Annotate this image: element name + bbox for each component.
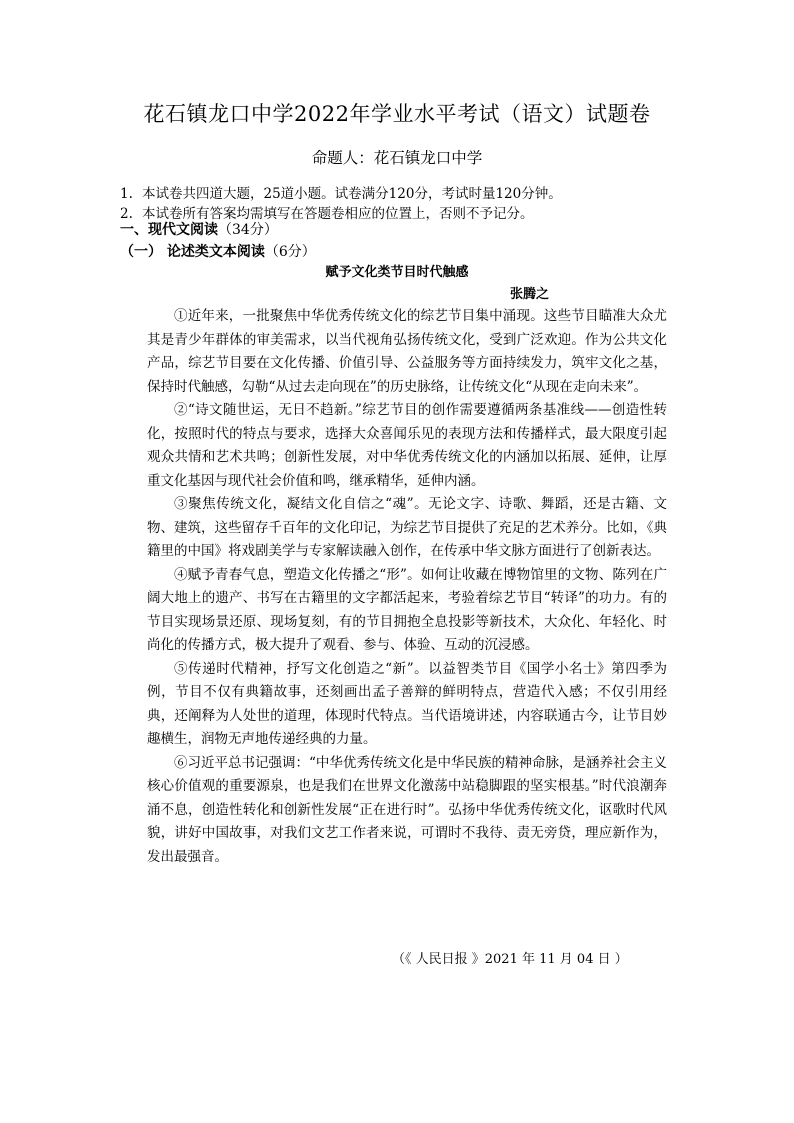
article-paragraph: ②“诗文随世运，无日不趋新。”综艺节目的创作需要遵循两条基准线——创造性转化，按照时代的特点与要求，选择大众喜闻乐见的表现方法和传播样式，最大限度引起观众共情和艺术共鸣；创新性发展，对中华优秀传统文化的内涵加以拓展、延伸，让厚重文化基因与现代社会价值和鸣，继承精华，延伸内涵。 [147, 402, 667, 489]
article-paragraph: ⑤传递时代精神，抒写文化创造之“新”。以益智类节目《国学小名士》第四季为例，节目不仅有典籍故事，还刻画出孟子善辩的鲜明特点，营造代入感；不仅引用经典，还阐释为人处世的道理，体现时代特点。当代语境讲述，内容联通古今，让节目妙趣横生，润物无声地传递经典的力量。 [147, 660, 667, 747]
section-score: （34分） [218, 222, 278, 238]
article-paragraph: ①近年来，一批聚焦中华优秀传统文化的综艺节目集中涌现。这些节目瞄准大众尤其是青少年群体的审美需求，以当代视角弘扬传统文化，受到广泛欢迎。作为公共文化产品，综艺节目要在文化传播、价值引导、公益服务等方面持续发力，筑牢文化之基，保持时代触感，勾勒“从过去走向现在”的历史脉络，让传统文化“从现在走向未来”。 [147, 308, 667, 395]
note-number: 2. [120, 206, 133, 222]
author-line: 命题人：花石镇龙口中学 [311, 149, 483, 167]
section-label: （一） 论述类文本阅读 [120, 244, 265, 260]
section-heading-2 [120, 241, 316, 261]
article-author: 张腾之 [510, 287, 550, 302]
article-body [147, 305, 667, 869]
section-label: 一、现代文阅读 [120, 222, 218, 238]
article-paragraph: ⑥习近平总书记强调：“中华优秀传统文化是中华民族的精神命脉，是涵养社会主义核心价值观的重要源泉，也是我们在世界文化激荡中站稳脚跟的坚实根基。”时代浪潮奔涌不息，创造性转化和创新性发展“正在进行时”。弘扬中华优秀传统文化，讴歌时代风貌，讲好中国故事，对我们文艺工作者来说，可谓时不我待、责无旁贷，理应新作为，发出最强音。 [147, 754, 667, 865]
instruction-note-1 [120, 182, 562, 202]
article-paragraph: ④赋予青春气息，塑造文化传播之“形”。如何让收藏在博物馆里的文物、陈列在广阔大地上的遗产、书写在古籍里的文字都活起来，考验着综艺节目“转译”的功力。有的节目实现场景还原、现场复刻，有的节目拥抱全息投影等新技术，大众化、年轻化、时尚化的传播方式，极大提升了观看、参与、体验、互动的沉浸感。 [147, 566, 667, 653]
article-source: （《 人民日报 》2021 年 11 月 04 日 ） [392, 952, 628, 967]
article-title: 赋予文化类节目时代触感 [325, 265, 469, 280]
article-paragraph: ③聚焦传统文化，凝结文化自信之“魂”。无论文字、诗歌、舞蹈，还是古籍、文物、建筑，这些留存千百年的文化印记，为综艺节目提供了充足的艺术养分。比如，《典籍里的中国》将戏剧美学与专家解读融入创作，在传承中华文脉方面进行了创新表达。 [147, 496, 667, 559]
section-heading-1 [120, 219, 278, 239]
note-text: 本试卷共四道大题，25道小题。试卷满分120分，考试时量120分钟。 [142, 186, 562, 202]
note-text: 本试卷所有答案均需填写在答题卷相应的位置上，否则不予记分。 [142, 206, 534, 222]
note-number: 1. [120, 186, 133, 202]
section-score: （6分） [264, 244, 316, 260]
page-title: 花石镇龙口中学2022年学业水平考试（语文）试题卷 [143, 102, 651, 126]
